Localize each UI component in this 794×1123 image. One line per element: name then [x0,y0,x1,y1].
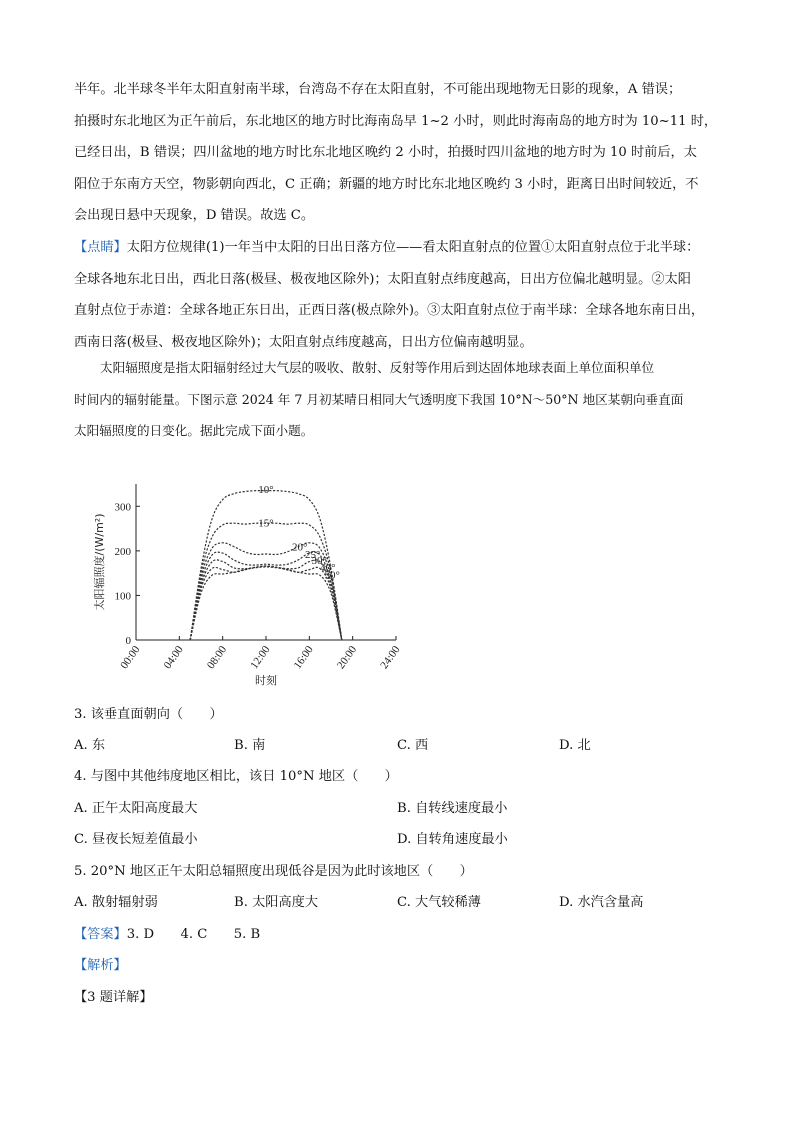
text-line: 太阳辐照度是指太阳辐射经过大气层的吸收、散射、反射等作用后到达固体地球表面上单位面积单位 [100,360,655,375]
detail-tag: 【3 题详解】 [74,990,153,1005]
question-5-option-a: A. 散射辐射弱 [74,895,158,910]
x-tick-label: 00:00 [118,643,143,672]
question-4-option-c: C. 昼夜长短差值最小 [74,832,198,847]
series-line [190,560,342,640]
text-line: 时间内的辐射能量。下图示意 2024 年 7 月初某晴日相同大气透明度下我国 10°N～50°N 地区某朝向垂直面 [74,391,684,407]
y-tick-label: 300 [114,501,131,514]
explanation-paragraph [74,74,724,232]
x-tick-label: 04:00 [161,643,186,672]
tip-paragraph [74,232,724,358]
question-3-option-a: A. 东 [74,738,106,753]
question-5-stem: 5. 20°N 地区正午太阳总辐照度出现低谷是因为此时该地区（ ） [74,864,473,879]
intro-paragraph [74,352,724,447]
series-line [190,523,342,640]
text-line: 拍摄时东北地区为正午前后，东北地区的地方时比海南岛早 1~2 小时，则此时海南岛的地方时为 10~11 时， [74,113,718,129]
x-tick-label: 24:00 [378,643,403,672]
analysis-tag: 【解析】 [74,958,127,973]
tip-text: 太阳方位规律(1)一年当中太阳的日出日落方位——看太阳直射点的位置①太阳直射点位于北半球： [126,240,700,255]
question-3-option-b: B. 南 [234,738,266,753]
series-line [190,567,342,640]
x-axis-label: 时刻 [255,674,277,687]
series-label: 20° [292,541,308,554]
x-tick-label: 12:00 [248,643,273,672]
series-label: 15° [258,517,274,530]
series-label: 50° [324,569,340,582]
answer-line [74,923,260,942]
question-5-option-c: C. 大气较稀薄 [397,895,481,910]
series-line [190,566,342,640]
x-tick-label: 08:00 [204,643,230,672]
question-5-option-b: B. 太阳高度大 [234,895,319,910]
answer-tag: 【答案】 [74,927,127,942]
answer-text: 3. D 4. C 5. B [126,927,261,942]
irradiance-chart [78,470,408,695]
question-3-stem: 3. 该垂直面朝向（ ） [74,707,223,722]
text-line: 太阳辐照度的日变化。据此完成下面小题。 [74,423,314,439]
series-label: 30° [311,555,327,568]
question-3-option-c: C. 西 [397,738,429,753]
question-4-option-d: D. 自转角速度最小 [397,832,508,847]
question-4-option-b: B. 自转线速度最小 [397,801,508,816]
y-tick-label: 100 [114,590,131,603]
question-4-option-a: A. 正午太阳高度最大 [74,801,198,816]
x-tick-label: 20:00 [334,643,360,672]
y-axis-label: 太阳辐照度/(W/m²) [93,513,106,611]
text-line: 已经日出，B 错误；四川盆地的地方时比东北地区晚约 2 小时，拍摄时四川盆地的地方时为 10 时前后，太 [74,145,697,161]
text-line: 西南日落(极昼、极夜地区除外)；太阳直射点纬度越高，日出方位偏南越明显。 [74,334,533,350]
text-line: 全球各地东北日出，西北日落(极昼、极夜地区除外)；太阳直射点纬度越高，日出方位偏北越明显。②太阳 [74,271,691,287]
series-label: 10° [258,484,274,497]
text-line: 半年。北半球冬半年太阳直射南半球，台湾岛不存在太阳直射，不可能出现地物无日影的现象，A 错误； [74,82,682,97]
y-tick-label: 200 [114,545,131,558]
text-line: 会出现日悬中天现象，D 错误。故选 C。 [74,208,315,224]
question-5-option-d: D. 水汽含量高 [559,895,644,910]
series-label: 25° [305,548,321,561]
text-line: 阳位于东南方天空，物影朝向西北，C 正确；新疆的地方时比东北地区晚约 3 小时，距离日出时间较近，不 [74,176,699,192]
text-line [74,232,724,264]
question-3-option-d: D. 北 [559,738,591,753]
question-4-stem: 4. 与图中其他纬度地区相比，该日 10°N 地区（ ） [74,769,398,784]
x-tick-label: 16:00 [291,643,316,672]
text-line: 直射点位于赤道：全球各地正东日出，正西日落(极点除外)。③太阳直射点位于南半球：全球各地东南日出， [74,303,705,319]
axes [136,484,396,640]
series-label: 40° [320,562,336,575]
y-tick-label: 0 [125,635,131,647]
tip-tag: 【点睛】 [74,240,127,255]
